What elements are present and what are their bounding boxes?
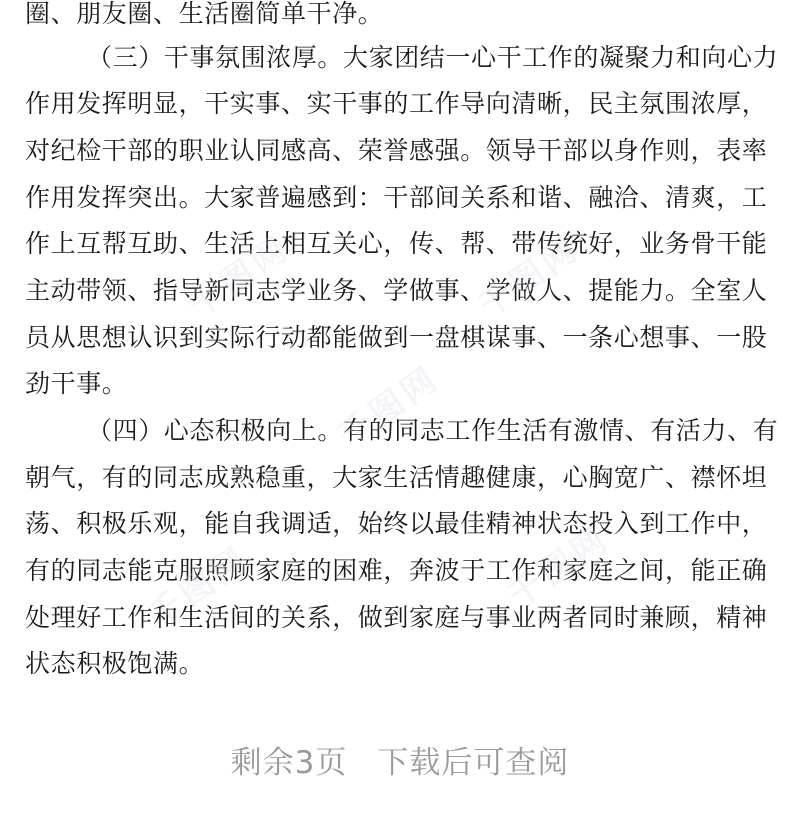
text-line: 荡、积极乐观，能自我调适，始终以最佳精神状态投入到工作中， — [25, 509, 768, 538]
download-prompt[interactable] — [0, 741, 800, 785]
text-line: 员从思想认识到实际行动都能做到一盘棋谋事、一条心想事、一股 — [25, 323, 768, 352]
watermark: 千图网 — [140, 538, 258, 637]
paragraph-heading-4: （四）心态积极向上。有的同志工作生活有激情、有活力、有 — [87, 416, 779, 445]
text-line: 劲干事。 — [25, 369, 128, 398]
text-line: 主动带领、指导新同志学业务、学做事、学做人、提能力。全室人 — [25, 276, 768, 305]
watermark: 千图网 — [500, 518, 618, 617]
watermark: 千图网 — [470, 228, 588, 327]
text-line: 作用发挥突出。大家普遍感到：干部间关系和谐、融洽、清爽，工 — [25, 183, 768, 212]
download-to-view-link[interactable]: 下载后可查阅 — [377, 745, 570, 781]
remaining-pages-label: 剩余3页 — [230, 745, 348, 781]
text-line: 圈、朋友圈、生活圈简单干净。 — [25, 0, 384, 28]
text-line: 朝气，有的同志成熟稳重，大家生活情趣健康，心胸宽广、襟怀坦 — [25, 463, 768, 492]
text-line: 有的同志能克服照顾家庭的困难，奔波于工作和家庭之间，能正确 — [25, 556, 768, 585]
text-line: 作用发挥明显，干实事、实干事的工作导向清晰，民主氛围浓厚， — [25, 89, 768, 118]
text-line: 对纪检干部的职业认同感高、荣誉感强。领导干部以身作则，表率 — [25, 136, 768, 165]
text-line: 作上互帮互助、生活上相互关心，传、帮、带传统好，业务骨干能 — [25, 229, 768, 258]
paragraph-heading-3: （三）干事氛围浓厚。大家团结一心干工作的凝聚力和向心力 — [87, 43, 779, 72]
text-line: 状态积极饱满。 — [25, 649, 205, 678]
watermark: 千图网 — [180, 228, 298, 327]
text-line: 处理好工作和生活间的关系，做到家庭与事业两者同时兼顾，精神 — [25, 603, 768, 632]
watermark: 千图网 — [330, 358, 448, 457]
